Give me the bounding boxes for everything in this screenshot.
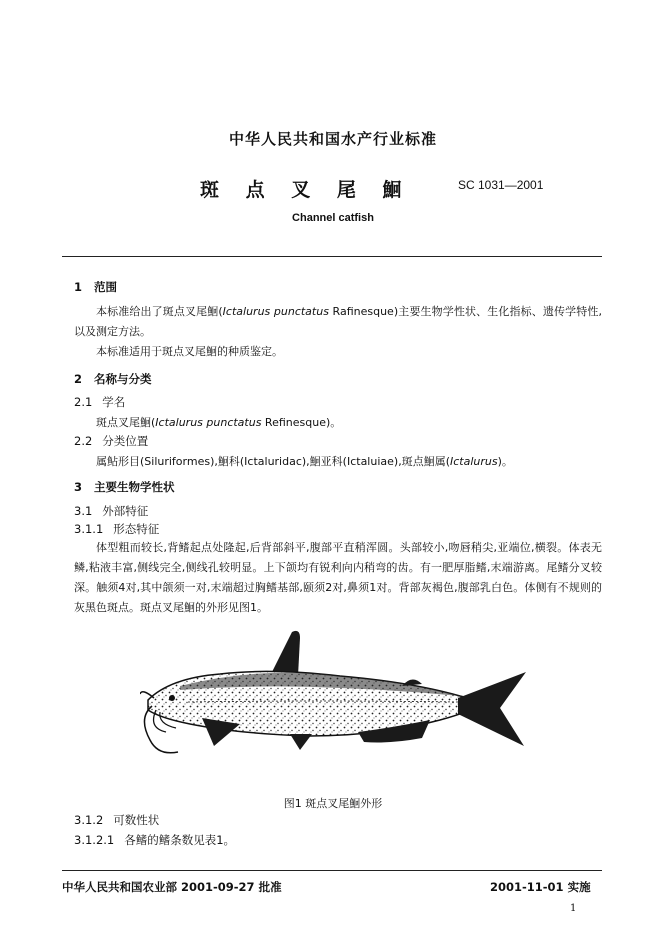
section-1-paragraph-2: 本标准适用于斑点叉尾鮰的种质鉴定。: [96, 345, 283, 358]
section-title: 形态特征: [113, 522, 160, 536]
figure-caption: 图1 斑点叉尾鮰外形: [283, 797, 383, 810]
section-title: 外部特征: [102, 504, 149, 518]
section-title: 可数性状: [113, 813, 160, 827]
pelvic-fin: [290, 734, 312, 750]
section-1-paragraph-1: 本标准给出了斑点叉尾鮰(Ictalurus punctatus Rafinesque)主要生物学性状、生化指标、遗传学特性,以及测定方法。: [74, 305, 602, 338]
section-3-heading: [74, 479, 175, 495]
section-number: 2.2: [74, 434, 93, 448]
barbel: [140, 692, 154, 698]
section-number: 3: [74, 480, 83, 494]
section-3-1-heading: [74, 503, 148, 519]
page-number: 1: [570, 903, 577, 914]
section-number: 3.1: [74, 504, 93, 518]
section-2-2-heading: [74, 433, 148, 449]
industry-standard-heading: 中华人民共和国水产行业标准: [228, 130, 437, 148]
section-number: 1: [74, 280, 83, 294]
english-subtitle: Channel catfish: [292, 212, 374, 224]
section-number: 2.1: [74, 395, 93, 409]
section-2-heading: [74, 371, 152, 387]
header-divider: [62, 256, 602, 257]
section-title: 学名: [102, 395, 126, 409]
document-title: 斑 点 叉 尾 鮰: [200, 179, 412, 201]
section-1-heading: [74, 279, 117, 295]
section-number: 3.1.2.1: [74, 833, 115, 847]
morphology-paragraph: 体型粗而较长,背鳍起点处隆起,后背部斜平,腹部平直稍浑圆。头部较小,吻唇稍尖,亚端位,横裂。体表无鳞,粘液丰富,侧线完全,侧线孔较明显。上下颌均有锐利向内稍弯的齿。有一肥厚脂鳍,末端游离。尾鳍分叉较深。触须4对,其中颌须一对,末端超过胸鳍基部,颐须2对,鼻须1对。背部灰褐色,腹部乳白色。体侧有不规则的灰黑色斑点。斑点叉尾鮰的外形见图1。: [74, 541, 602, 614]
section-number: 2: [74, 372, 83, 386]
section-3-1-1-heading: [74, 521, 159, 537]
section-title: 各鳍的鳍条数见表1。: [124, 833, 236, 847]
section-title: 主要生物学性状: [94, 480, 175, 494]
section-number: 3.1.1: [74, 522, 104, 536]
caudal-fin: [458, 672, 526, 746]
section-title: 分类位置: [102, 434, 149, 448]
classification-text: 属鲇形目(Siluriformes),鮰科(Ictaluridac),鮰亚科(Ictaluiae),斑点鮰属(Ictalurus)。: [96, 455, 513, 468]
footer-divider: [62, 870, 602, 871]
section-title: 名称与分类: [94, 372, 152, 386]
section-3-1-2-heading: [74, 812, 159, 828]
effective-date: 2001-11-01 实施: [490, 880, 591, 894]
section-title: 范围: [94, 280, 117, 294]
section-2-1-heading: [74, 394, 125, 410]
standard-code: SC 1031—2001: [458, 178, 544, 192]
approval-statement: 中华人民共和国农业部 2001-09-27 批准: [62, 880, 282, 894]
scientific-name-text: 斑点叉尾鮰(Ictalurus punctatus Refinesque)。: [96, 416, 342, 429]
catfish-illustration: [140, 628, 530, 770]
section-number: 3.1.2: [74, 813, 104, 827]
fish-eye: [169, 695, 175, 701]
section-3-1-2-1-heading: [74, 832, 235, 848]
